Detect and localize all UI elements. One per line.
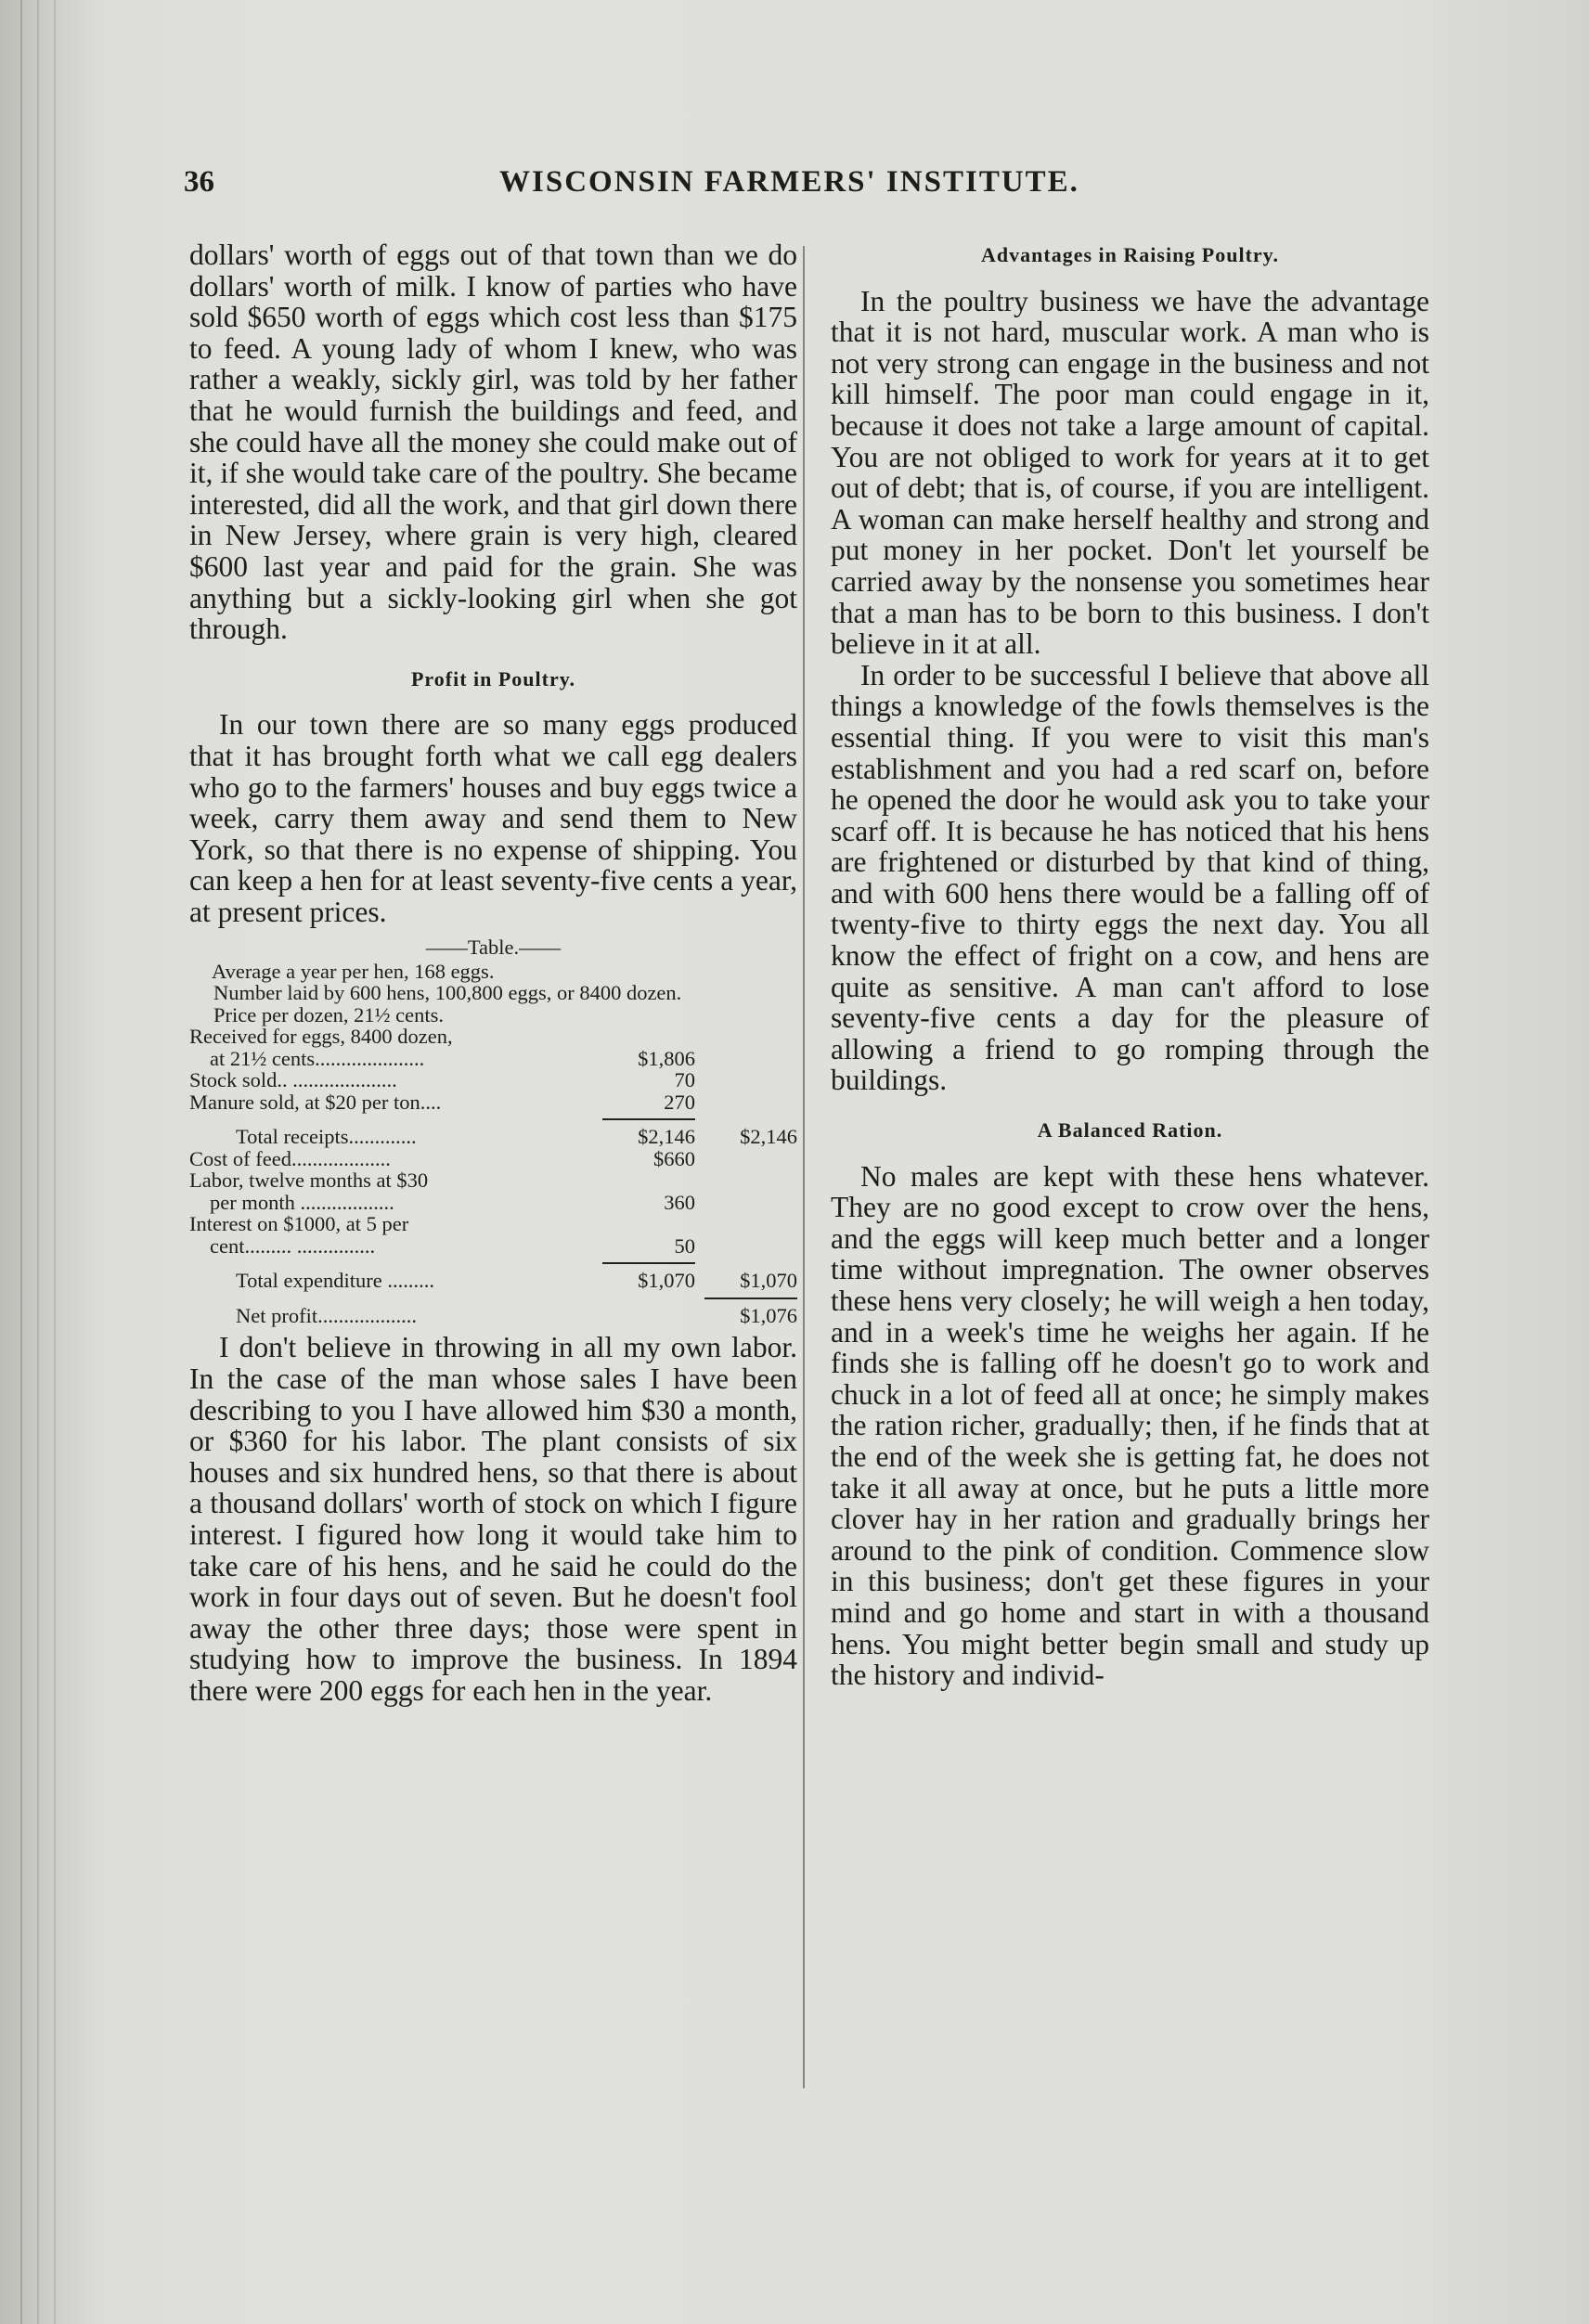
profit-table bbox=[189, 936, 797, 1326]
table-row bbox=[189, 1091, 797, 1114]
table-line: Interest on $1000, at 5 per bbox=[189, 1212, 409, 1236]
section-heading-ration: A Balanced Ration. bbox=[1037, 1118, 1223, 1143]
paragraph: In the poultry business we have the advantage that it is not hard, muscular work. A man who is not very strong can engage in the business and not kill himself. The poor man could engage in it, because it does not take a large amount of capital. You are not obliged to work for years at it to get out of debt; that is, of course, if you are intelligent. A woman can make herself healthy and strong and put money in her pocket. Don't let yourself be carried away by the nonsense you sometimes hear that a man has to be born to this business. I don't believe in it at all. bbox=[831, 284, 1429, 661]
page-header bbox=[184, 165, 1465, 212]
table-label: Total expenditure ......... bbox=[236, 1269, 434, 1293]
table-label: Stock sold.. .................... bbox=[189, 1068, 397, 1092]
paragraph: dollars' worth of eggs out of that town than we do dollars' worth of milk. I know of parties who have sold $650 worth of eggs which cost less than $175 to feed. A young lady of whom I knew, who was rather a weakly, sickly girl, was told by her father that he would furnish the buildings and feed, and she could have all the money she could make out of it, if she would take care of the poultry. She became interested, did all the work, and that girl down there in New Jersey, where grain is very high, cleared $600 last year and paid for the grain. She was anything but a sickly-looking girl when she got through. bbox=[189, 239, 797, 646]
table-label: Total receipts............. bbox=[236, 1125, 417, 1149]
table-line: Number laid by 600 hens, 100,800 eggs, or 8400 dozen. bbox=[213, 981, 682, 1005]
table-line: Labor, twelve months at $30 bbox=[189, 1168, 429, 1193]
section-heading-profit: Profit in Poultry. bbox=[410, 666, 576, 691]
table-row bbox=[189, 1148, 797, 1170]
paragraph: I don't believe in throwing in all my own labor. In the case of the man whose sales I have been describing to you I have allowed him $30 a month, or $360 for his labor. The plant consists of six houses and six hundred hens, so that there is about a thousand dollars' worth of stock on which I figure interest. I figured how long it would take him to take care of his hens, and he said he could do the work in four days out of seven. But he doesn't fool away the other three days; those were spent in studying how to improve the business. In 1894 there were 200 eggs for each hen in the year. bbox=[189, 1331, 797, 1707]
table-label: at 21½ cents..................... bbox=[210, 1046, 425, 1070]
paragraph: No males are kept with these hens whatever. They are no good except to crow over the hens, and the eggs will keep much better and a longer time without impregnation. The owner observes these hens very closely; he will weigh a hen today, and in a week's time he weighs her again. If he finds she is falling off he doesn't go to work and chuck in a lot of feed all at once; he simply makes the ration richer, gradually; then, if he finds that at the end of the week she is getting fat, he does not take it all away at once, but he puts a little more clover hay in her ration and gradually brings her around to the pink of condition. Commence slow in this business; don't get these figures in your mind and go home and start in with a thousand hens. You might better begin small and study up the history and individ- bbox=[831, 1159, 1429, 1692]
section-heading-advantages: Advantages in Raising Poultry. bbox=[981, 243, 1279, 266]
table-row bbox=[189, 1270, 797, 1292]
table-label: per month .................. bbox=[210, 1190, 394, 1214]
table-row bbox=[189, 1192, 797, 1214]
table-value: 50 bbox=[674, 1233, 695, 1258]
table-value: $1,076 bbox=[740, 1303, 797, 1327]
table-row bbox=[189, 1126, 797, 1148]
binding-edge-line bbox=[37, 0, 39, 2324]
left-column bbox=[189, 239, 797, 1707]
table-row bbox=[189, 1048, 797, 1070]
table-value: 270 bbox=[664, 1090, 695, 1114]
paragraph: In order to be successful I believe that above all things a knowledge of the fowls themselves is the essential thing. If you were to visit this man's establishment and you had a red scarf on, before he opened the door he would ask you to take your scarf off. It is because he has noticed that his hens are frightened or disturbed by that kind of thing, and with 600 hens there would be a falling off of twenty-five to thirty eggs the next day. You all know the effect of fright on a cow, and hens are quite as sensitive. A man can't afford to lose seventy-five cents a day for the pleasure of allowing a friend to go romping through the buildings. bbox=[831, 658, 1429, 1097]
binding-edge-line bbox=[20, 0, 22, 2324]
binding-edge-line bbox=[54, 0, 56, 2324]
table-title: ——Table.—— bbox=[425, 936, 562, 960]
table-value: 360 bbox=[664, 1190, 695, 1214]
table-value: $660 bbox=[653, 1146, 695, 1170]
running-title: WISCONSIN FARMERS' INSTITUTE. bbox=[499, 165, 1079, 199]
table-value: $1,806 bbox=[638, 1046, 695, 1070]
sum-rule bbox=[602, 1262, 695, 1264]
table-value: $2,146 bbox=[638, 1125, 695, 1149]
table-row bbox=[189, 1305, 797, 1327]
sum-rule bbox=[704, 1298, 797, 1299]
table-label: Cost of feed................... bbox=[189, 1146, 391, 1170]
right-column bbox=[831, 239, 1429, 1691]
table-label: Net profit................... bbox=[236, 1303, 417, 1327]
table-row bbox=[189, 1235, 797, 1258]
table-value: $1,070 bbox=[638, 1269, 695, 1293]
table-label: Manure sold, at $20 per ton.... bbox=[189, 1090, 442, 1114]
table-value: 70 bbox=[674, 1068, 695, 1092]
table-line: Average a year per hen, 168 eggs. bbox=[212, 959, 495, 983]
paragraph: In our town there are so many eggs produced that it has brought forth what we call egg dealers who go to the farmers' houses and buy eggs twice a week, carry them away and send them to New York, so that there is no expense of shipping. You can keep a hen for at least seventy-five cents a year, at present prices. bbox=[189, 708, 797, 928]
column-divider bbox=[803, 246, 805, 2088]
table-label: cent......... ............... bbox=[210, 1233, 376, 1258]
table-value: $2,146 bbox=[740, 1125, 797, 1149]
table-value: $1,070 bbox=[740, 1269, 797, 1293]
table-line: Received for eggs, 8400 dozen, bbox=[189, 1025, 453, 1049]
sum-rule bbox=[602, 1118, 695, 1120]
table-line: Price per dozen, 21½ cents. bbox=[213, 1002, 445, 1026]
page-number: 36 bbox=[184, 165, 214, 199]
table-row bbox=[189, 1069, 797, 1091]
